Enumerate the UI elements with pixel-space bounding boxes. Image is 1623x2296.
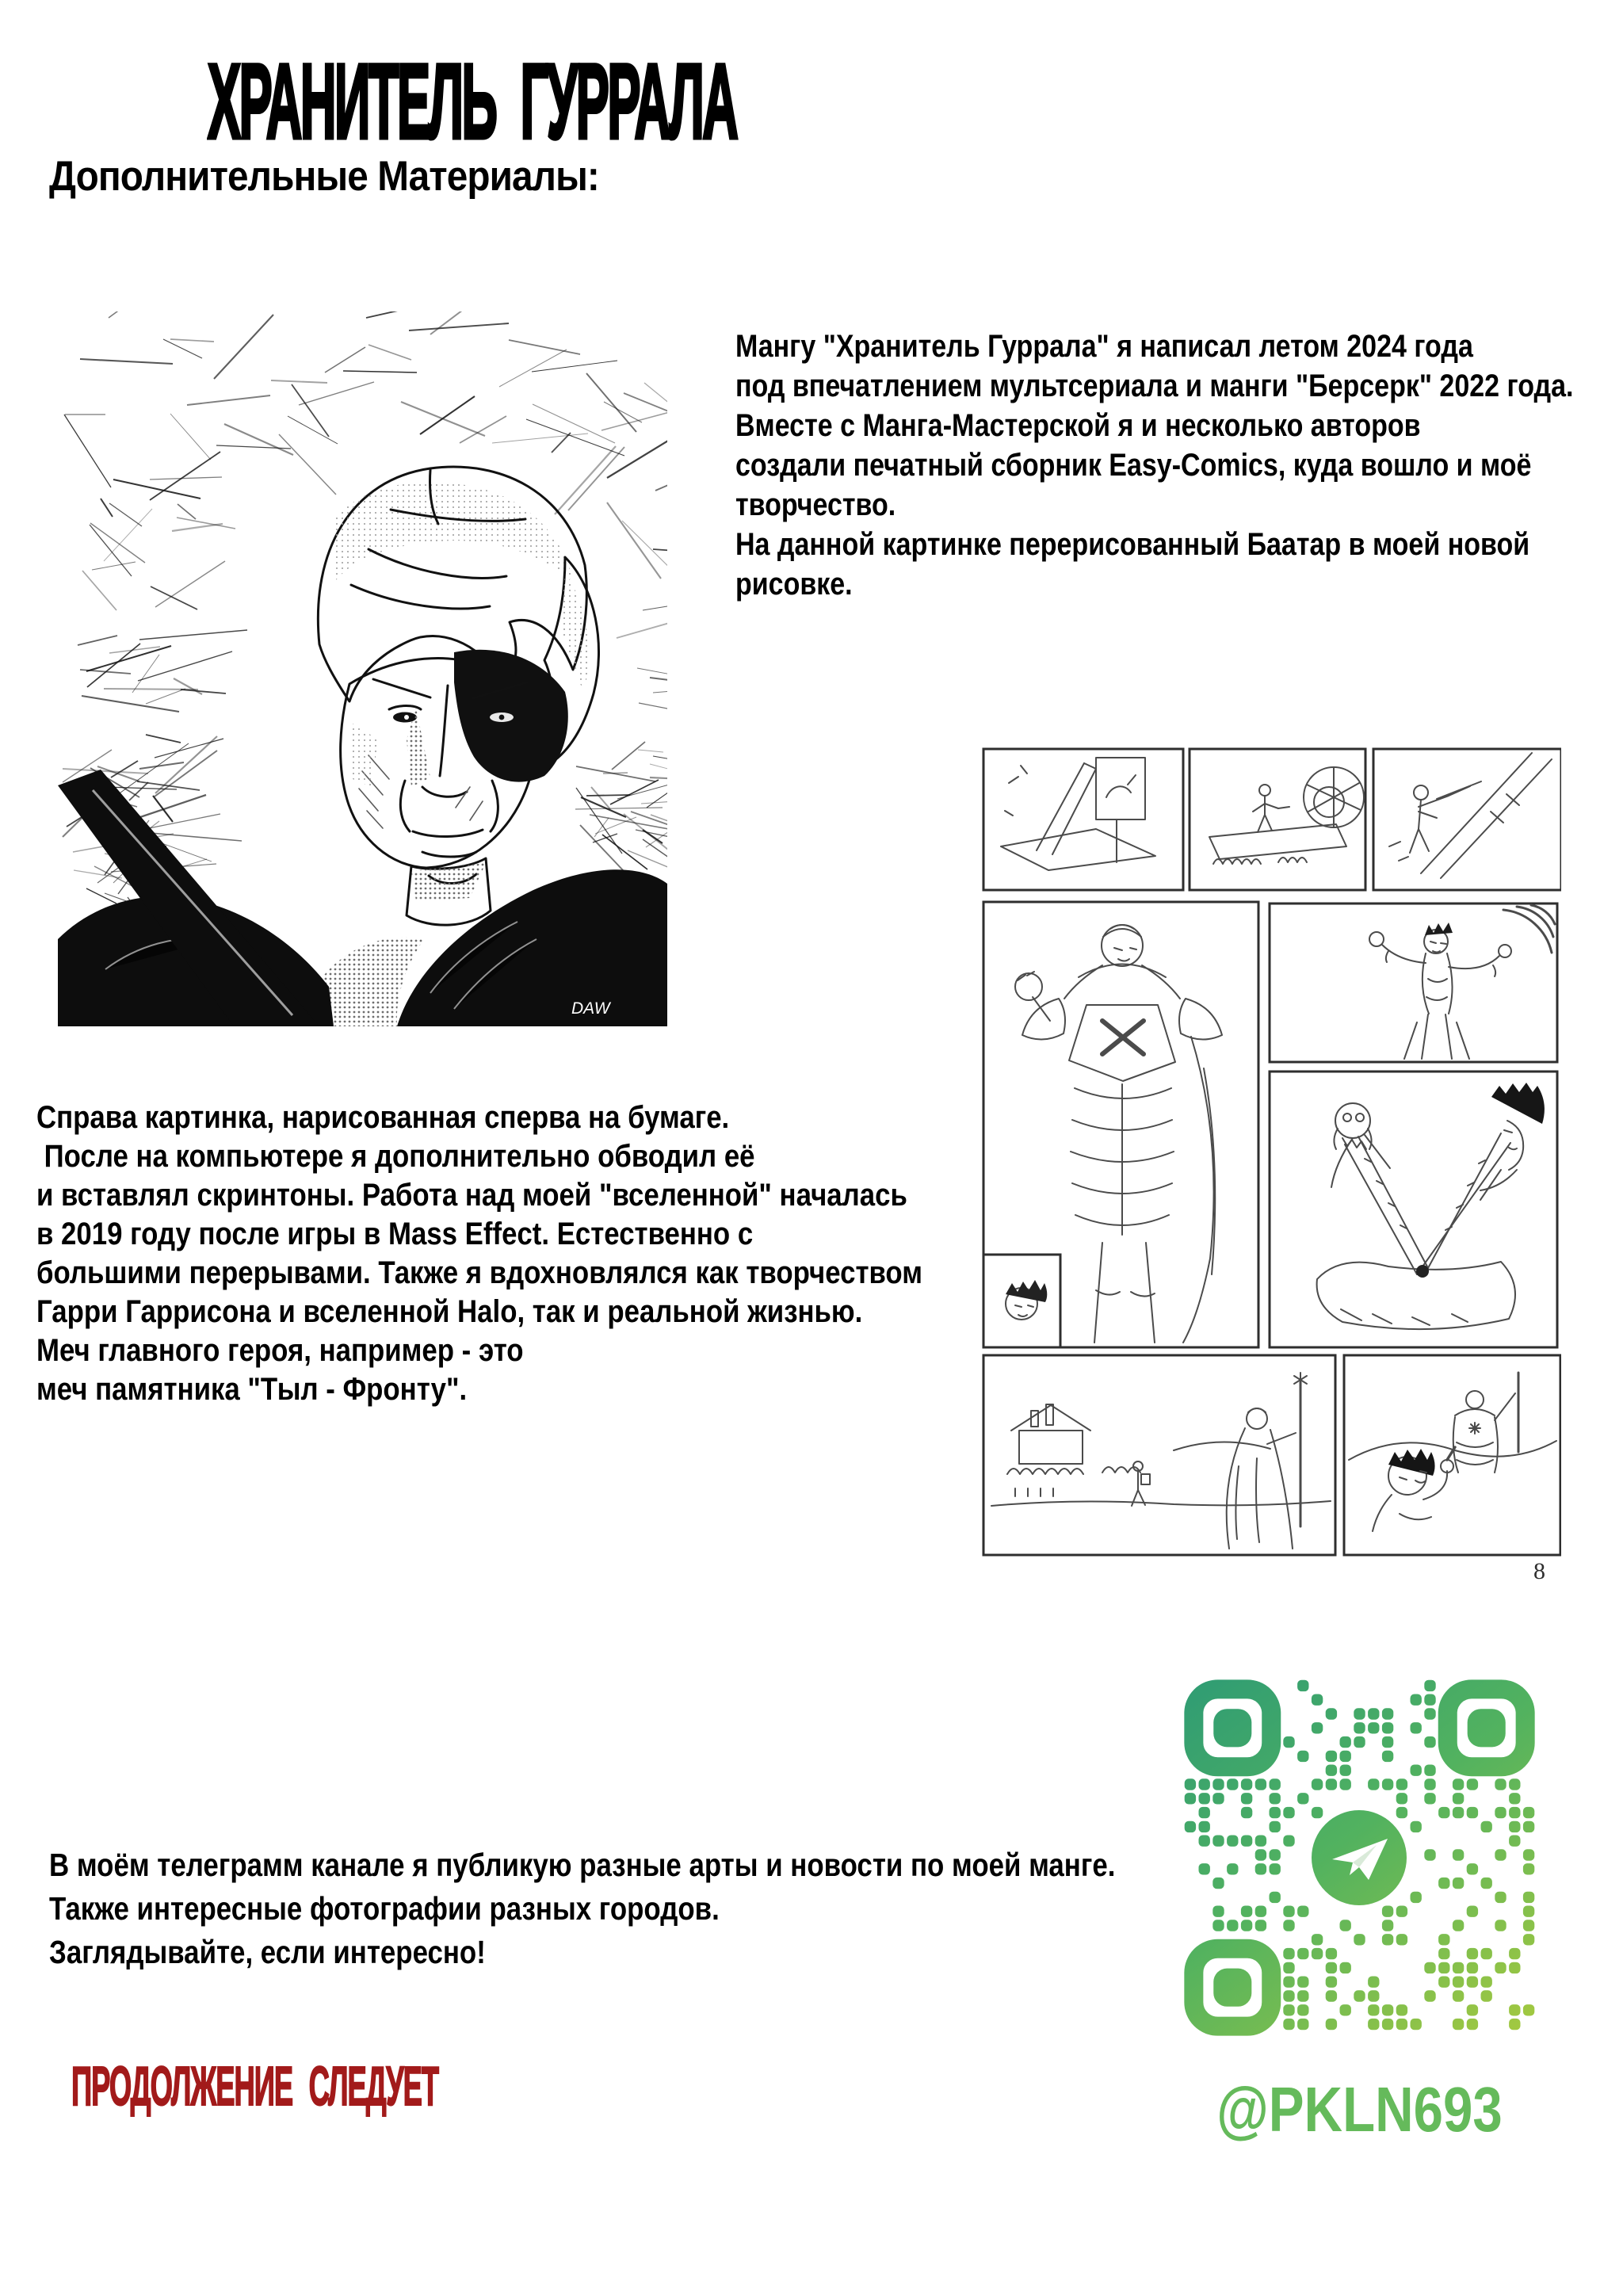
page-subtitle: Дополнительные Материалы: — [49, 153, 599, 200]
comic-panel — [1190, 749, 1365, 890]
comic-panel — [983, 902, 1258, 1347]
comic-page-number: 8 — [1533, 1558, 1545, 1584]
text-line: Справа картинка, нарисованная сперва на бумаге. — [36, 1100, 730, 1135]
comic-panel — [983, 749, 1183, 890]
text-line: меч памятника "Тыл - Фронту". — [36, 1372, 468, 1407]
text-line: создали печатный сборник Easy-Comics, куда вошло и моё — [735, 448, 1532, 483]
artist-signature: DAW — [571, 999, 610, 1018]
page-title: ХРАНИТЕЛЬ ГУРРАЛА — [208, 43, 737, 161]
text-line: большими перерывами. Также я вдохновлялся как творчеством — [36, 1255, 922, 1290]
comic-panel — [1344, 1355, 1560, 1555]
comic-panel — [1270, 904, 1557, 1062]
text-line: Заглядывайте, если интересно! — [49, 1934, 486, 1970]
text-line: Вместе с Манга-Мастерской я и несколько авторов — [735, 408, 1421, 443]
text-line: В моём телеграмм канале я публикую разные арты и новости по моей манге. — [49, 1847, 1116, 1883]
portrait-artwork — [58, 311, 667, 1026]
text-line: в 2019 году после игры в Mass Effect. Естественно с — [36, 1217, 754, 1251]
text-line: под впечатлением мультсериала и манги "Берсерк" 2022 года. — [735, 369, 1574, 403]
telegram-handle: @PKLN693 — [1216, 2074, 1503, 2145]
text-line: творчество. — [735, 487, 896, 522]
to-be-continued-label: ПРОДОЛЖЕНИЕ СЛЕДУЕТ — [71, 2055, 439, 2117]
text-line: Гарри Гаррисона и вселенной Halo, так и реальной жизнью. — [36, 1294, 863, 1329]
about-artwork-text — [36, 1098, 922, 1409]
comic-panel — [983, 1355, 1335, 1555]
telegram-plane-icon — [1312, 1810, 1407, 1905]
text-line: рисовке. — [735, 567, 853, 602]
comic-panel — [1373, 749, 1561, 890]
comic-page-image — [977, 735, 1561, 1635]
text-line: Мангу "Хранитель Гуррала" я написал летом 2024 года — [735, 329, 1473, 364]
text-line: и вставлял скринтоны. Работа над моей "вселенной" началась — [36, 1178, 907, 1213]
qr-code — [1183, 1679, 1536, 2037]
text-line: Также интересные фотографии разных городов. — [49, 1890, 720, 1927]
about-manga-text — [735, 327, 1573, 604]
text-line: Меч главного героя, например - это — [36, 1333, 524, 1368]
text-line: На данной картинке перерисованный Баатар в моей новой — [735, 527, 1530, 562]
comic-panel — [1270, 1072, 1557, 1347]
telegram-channel-text — [49, 1843, 1115, 1974]
text-line: После на компьютере я дополнительно обводил её — [36, 1139, 755, 1174]
